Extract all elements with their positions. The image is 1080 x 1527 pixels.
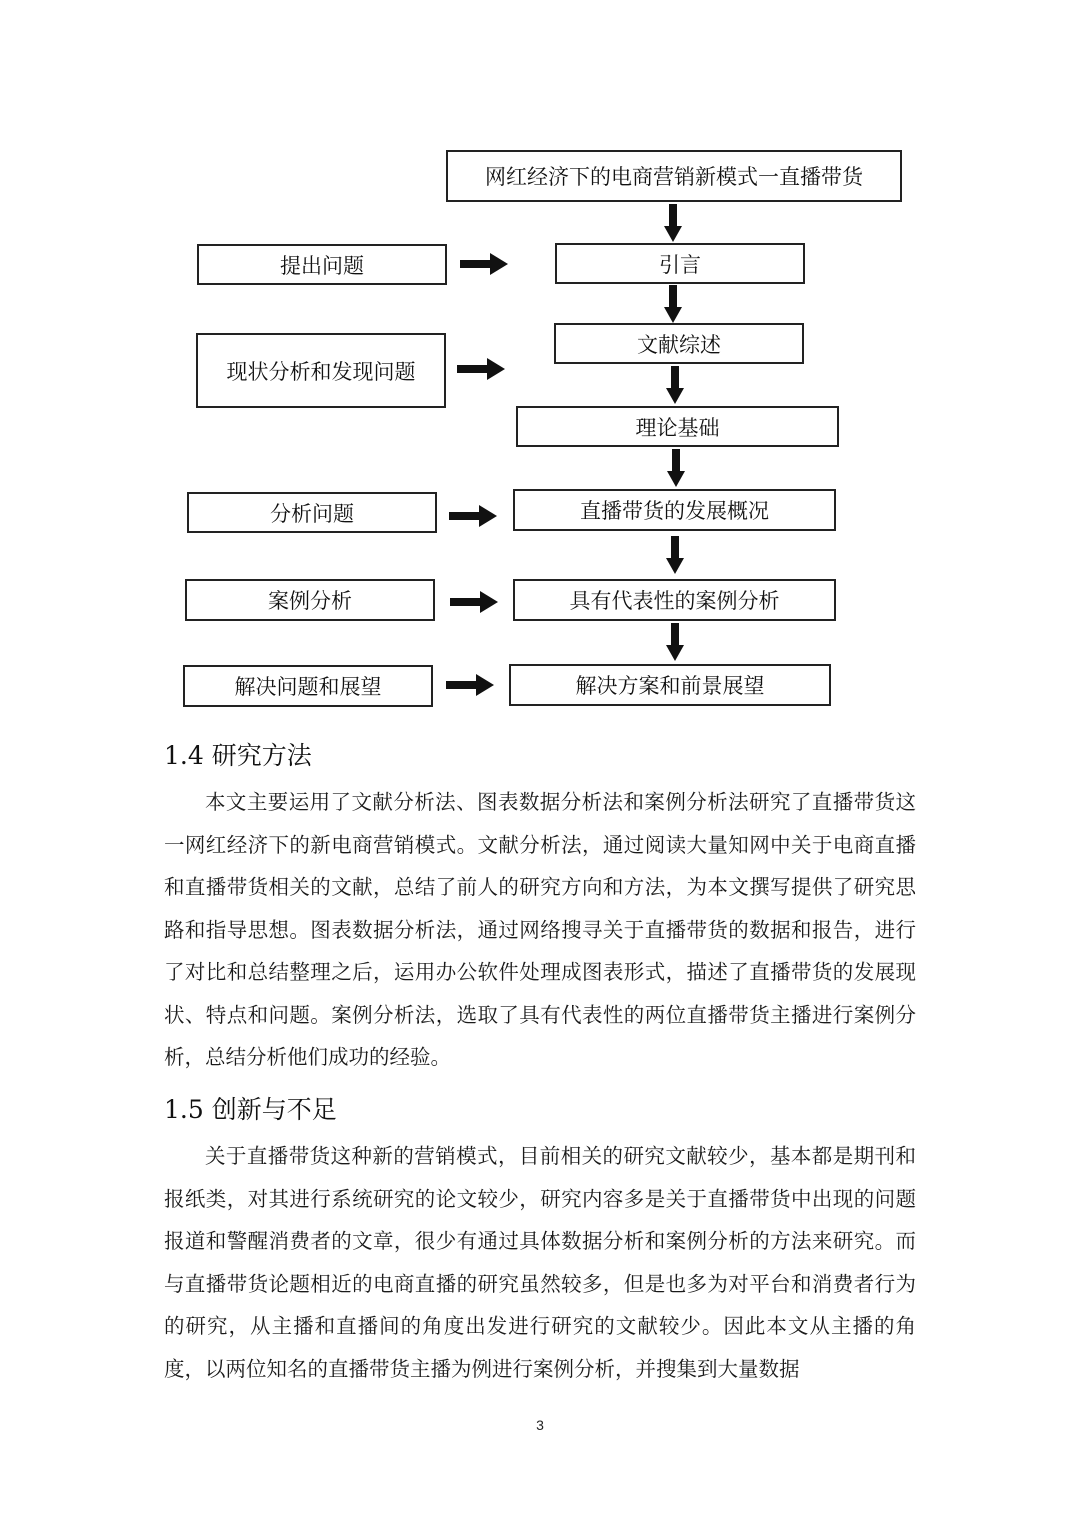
main-step-box bbox=[516, 406, 839, 447]
section-paragraph: 关于直播带货这种新的营销模式，目前相关的研究文献较少，基本都是期刊和报纸类，对其进行系统研究的论文较少，研究内容多是关于直播带货中出现的问题报道和警醒消费者的文章，很少有通过具体数据分析和案例分析的方法来研究。而与直播带货论题相近的电商直播的研究虽然较多，但是也多为对平台和消费者行为的研究，从主播和直播间的角度出发进行研究的文献较少。因此本文从主播的角度，以两位知名的直播带货主播为例进行案例分析，并搜集到大量数据 bbox=[164, 1144, 916, 1381]
main-step-text: 理论基础 bbox=[635, 415, 720, 440]
side-step-box bbox=[187, 492, 437, 533]
side-step-text: 现状分析和发现问题 bbox=[226, 359, 416, 384]
side-step-box bbox=[183, 665, 433, 707]
side-step-text: 分析问题 bbox=[270, 501, 354, 526]
main-step-text: 解决方案和前景展望 bbox=[575, 674, 765, 698]
side-step-text: 案例分析 bbox=[268, 589, 352, 613]
side-step-box bbox=[197, 244, 447, 285]
down-arrow-icon bbox=[666, 623, 684, 661]
main-step-text: 引言 bbox=[659, 252, 701, 277]
main-step-box bbox=[513, 579, 836, 621]
main-step-box bbox=[509, 664, 831, 706]
main-step-box bbox=[554, 323, 804, 364]
side-step-text: 提出问题 bbox=[280, 253, 364, 278]
page-number: 3 bbox=[536, 1417, 544, 1433]
down-arrow-icon bbox=[666, 366, 684, 404]
right-arrow-icon bbox=[460, 253, 508, 275]
main-step-text: 直播带货的发展概况 bbox=[580, 499, 769, 523]
flowchart-title-box bbox=[446, 150, 902, 202]
flowchart-title-text: 网红经济下的电商营销新模式一直播带货 bbox=[485, 165, 863, 189]
side-step-box bbox=[196, 333, 446, 408]
down-arrow-icon bbox=[667, 449, 685, 487]
right-arrow-icon bbox=[450, 591, 498, 613]
down-arrow-icon bbox=[664, 285, 682, 323]
down-arrow-icon bbox=[664, 204, 682, 242]
side-step-text: 解决问题和展望 bbox=[234, 675, 382, 699]
section-paragraph: 本文主要运用了文献分析法、图表数据分析法和案例分析法研究了直播带货这一网红经济下的新电商营销模式。文献分析法，通过阅读大量知网中关于电商直播和直播带货相关的文献，总结了前人的研究方向和方法，为本文撰写提供了研究思路和指导思想。图表数据分析法，通过网络搜寻关于直播带货的数据和报告，进行了对比和总结整理之后，运用办公软件处理成图表形式，描述了直播带货的发展现状、特点和问题。案例分析法，选取了具有代表性的两位直播带货主播进行案例分析，总结分析他们成功的经验。 bbox=[164, 790, 916, 1069]
main-step-box bbox=[513, 489, 836, 531]
main-step-box bbox=[555, 243, 805, 284]
section-heading: 1.4 研究方法 bbox=[164, 741, 312, 770]
down-arrow-icon bbox=[666, 536, 684, 574]
side-step-box bbox=[185, 579, 435, 621]
right-arrow-icon bbox=[457, 358, 505, 380]
main-step-text: 文献综述 bbox=[637, 332, 721, 357]
right-arrow-icon bbox=[446, 674, 494, 696]
main-step-text: 具有代表性的案例分析 bbox=[569, 589, 780, 613]
section-heading: 1.5 创新与不足 bbox=[164, 1095, 337, 1124]
research-flowchart bbox=[0, 0, 1080, 720]
right-arrow-icon bbox=[449, 505, 497, 527]
